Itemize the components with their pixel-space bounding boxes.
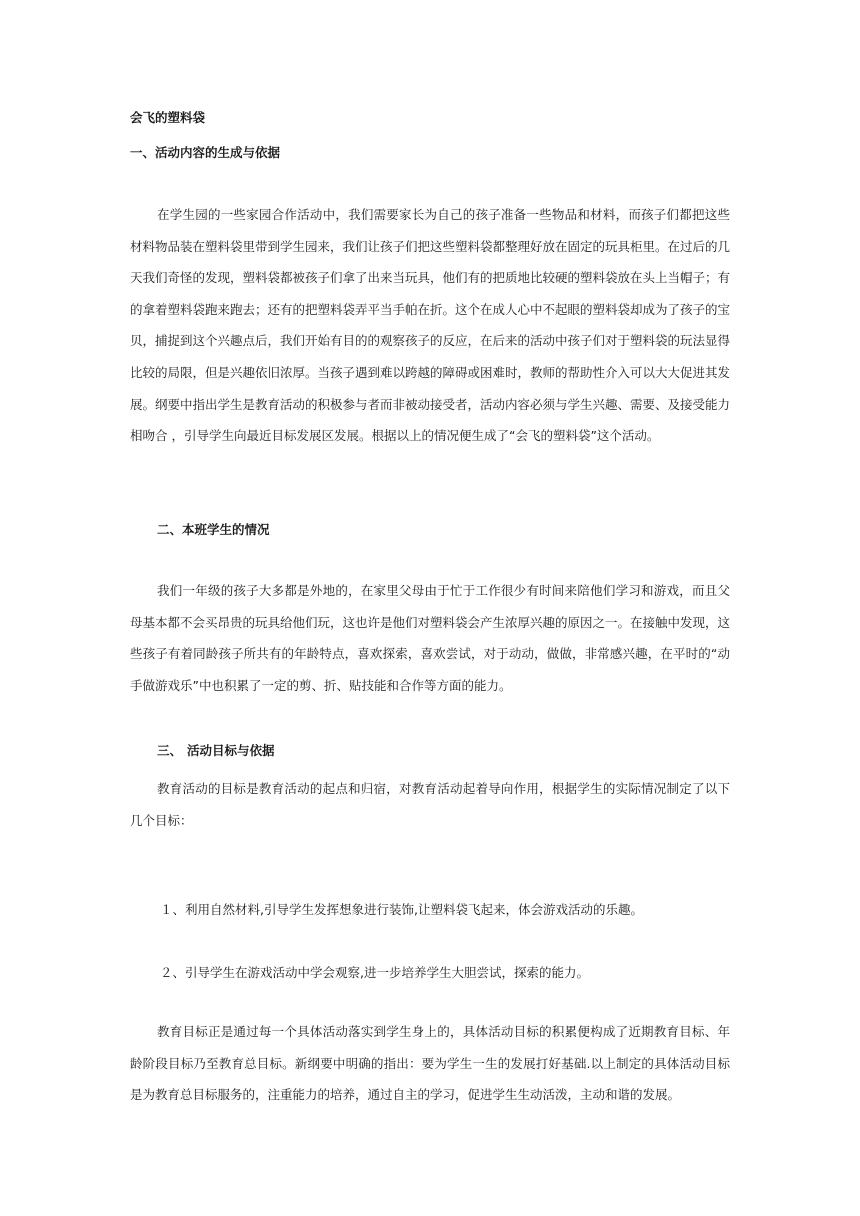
- section-3-intro-paragraph: 教育活动的目标是教育活动的起点和归宿，对教育活动起着导向作用，根据学生的实际情况制定了以下几个目标：: [130, 781, 730, 828]
- section-heading-2: 二、本班学生的情况: [157, 522, 270, 537]
- section-2-paragraph: 我们一年级的孩子大多都是外地的，在家里父母由于忙于工作很少有时间来陪他们学习和游戏，而且父母基本都不会买昂贵的玩具给他们玩，这也许是他们对塑料袋会产生浓厚兴趣的原因之一。在接触中发现，这些孩子有着同龄孩子所共有的年龄特点，喜欢探索，喜欢尝试，对于动动，做做，非常感兴趣，在平时的“动手做游戏乐”中也积累了一定的剪、折、贴技能和合作等方面的能力。: [130, 583, 731, 693]
- section-heading-3-number: 三、: [157, 743, 183, 758]
- section-3-conclusion-paragraph: 教育目标正是通过每一个具体活动落实到学生身上的，具体活动目标的积累便构成了近期教育目标、年龄阶段目标乃至教育总目标。新纲要中明确的指出：要为学生一生的发展打好基础.以上制定的具体活动目标是为教育总目标服务的，注重能力的培养，通过自主的学习，促进学生生动活泼，主动和谐的发展。: [130, 1024, 730, 1103]
- document-title: 会飞的塑料袋: [130, 110, 206, 125]
- section-heading-1: 一、活动内容的生成与依据: [130, 145, 281, 160]
- section-heading-3: [157, 743, 275, 759]
- section-1-paragraph: 在学生园的一些家园合作活动中，我们需要家长为自己的孩子准备一些物品和材料，而孩子们都把这些材料物品装在塑料袋里带到学生园来，我们让孩子们把这些塑料袋都整理好放在固定的玩具柜里。在过后的几天我们奇怪的发现，塑料袋都被孩子们拿了出来当玩具，他们有的把质地比较硬的塑料袋放在头上当帽子；有的拿着塑料袋跑来跑去；还有的把塑料袋弄平当手帕在折。这个在成人心中不起眼的塑料袋却成为了孩子的宝贝，捕捉到这个兴趣点后，我们开始有目的的观察孩子的反应，在后来的活动中孩子们对于塑料袋的玩法显得比较的局限，但是兴趣依旧浓厚。当孩子遇到难以跨越的障碍或困难时，教师的帮助性介入可以大大促进其发展。纲要中指出学生是教育活动的积极参与者而非被动接受者，活动内容必须与学生兴趣、需要、及接受能力相吻合 ，引导学生向最近目标发展区发展。根据以上的情况便生成了“会飞的塑料袋”这个活动。: [130, 207, 731, 444]
- section-heading-3-text: 活动目标与依据: [187, 743, 275, 758]
- goal-item-1: １、利用自然材料,引导学生发挥想象进行装饰,让塑料袋飞起来，体会游戏活动的乐趣。: [160, 902, 643, 917]
- goal-item-2: ２、引导学生在游戏活动中学会观察,进一步培养学生大胆尝试，探索的能力。: [160, 965, 589, 980]
